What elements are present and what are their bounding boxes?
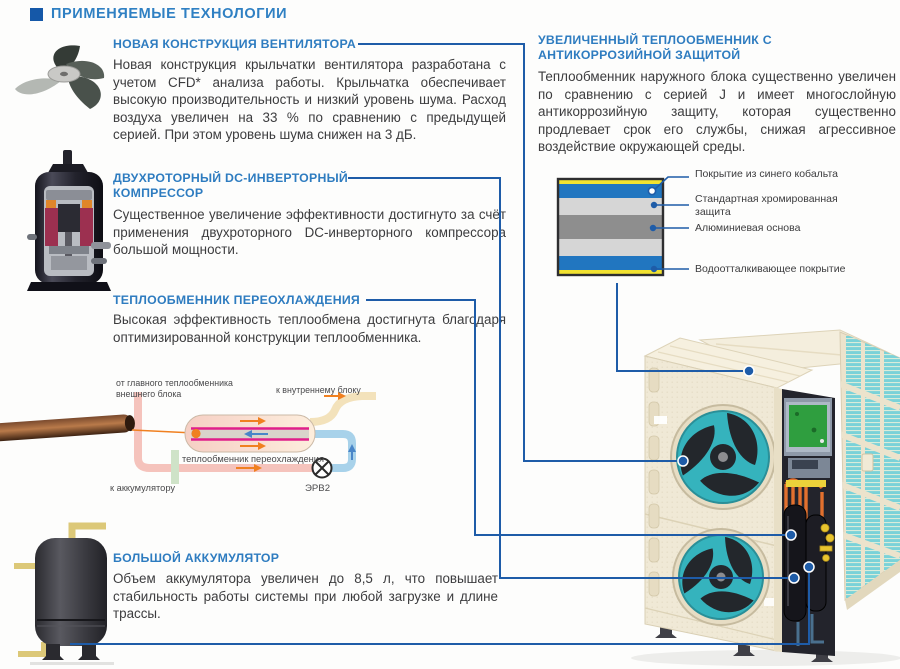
page-title: ПРИМЕНЯЕМЫЕ ТЕХНОЛОГИИ — [51, 6, 288, 22]
label-from-main-hx: от главного теплообменника внешнего блока — [116, 378, 233, 399]
accumulator-section-body: Объем аккумулятора увеличен до 8,5 л, что повышает стабильность работы системы при любой загрузке и длине трассы. — [113, 571, 498, 622]
label-subcooler-hx: теплообменник переохлаждения — [181, 454, 325, 464]
outdoor-unit-illustration — [616, 306, 900, 669]
header-square-icon — [30, 8, 43, 21]
copper-pipe-image — [0, 414, 136, 442]
accumulator-image — [10, 516, 130, 666]
page-header — [30, 6, 287, 22]
accumulator-section-title: БОЛЬШОЙ АККУМУЛЯТОР — [113, 551, 280, 565]
label-erv2-valve: ЭРВ2 — [305, 483, 331, 494]
fan-section-body: Новая конструкция крыльчатки вентилятора разработана с учетом CFD* анализа работы. Крыльчатка обеспечивает высокую производительность и низкий уровень шума. Расход воздуха увеличен на 33 % по сравнению с предыдущей серией. При этом уровень шума снижен на 3 дБ. — [113, 57, 506, 143]
layer-label-cobalt: Покрытие из синего кобальта — [695, 168, 838, 180]
label-to-indoor-unit: к внутреннему блоку — [276, 385, 361, 395]
lower-fan — [671, 529, 769, 625]
compressor-section-body: Существенное увеличение эффективности достигнуто за счёт применения двухроторного DC-инверторного компрессора большой мощности. — [113, 207, 506, 258]
coating-section-title: УВЕЛИЧЕННЫЙ ТЕПЛООБМЕННИК С АНТИКОРРОЗИЙНОЙ ЗАЩИТОЙ — [538, 33, 772, 62]
layer-label-chrome: Стандартная хромированная защита — [695, 193, 838, 218]
layer-label-water-repellent: Водоотталкивающее покрытие — [695, 263, 846, 275]
fan-image — [6, 34, 118, 110]
label-to-accumulator: к аккумулятору — [110, 483, 176, 493]
fan-section-title: НОВАЯ КОНСТРУКЦИЯ ВЕНТИЛЯТОРА — [113, 37, 356, 51]
compressor-image — [25, 150, 115, 295]
subcooler-section-title: ТЕПЛООБМЕННИК ПЕРЕОХЛАЖДЕНИЯ — [113, 293, 360, 307]
coating-layers-diagram — [550, 175, 670, 281]
compressor-section-title: ДВУХРОТОРНЫЙ DC-ИНВЕРТОРНЫЙ КОМПРЕССОР — [113, 171, 348, 200]
subcooler-section-body: Высокая эффективность теплообмена достигнута благодаря оптимизированной конструкции теплообменника. — [113, 312, 506, 345]
coating-section-body: Теплообменник наружного блока существенно увеличен по сравнению с серией J и имеет многослойную антикоррозийную защиту, которая существенно продлевает срок его службы, снижая агрессивное воздействие окружающей среды. — [538, 69, 896, 155]
layer-label-aluminum: Алюминиевая основа — [695, 222, 801, 234]
